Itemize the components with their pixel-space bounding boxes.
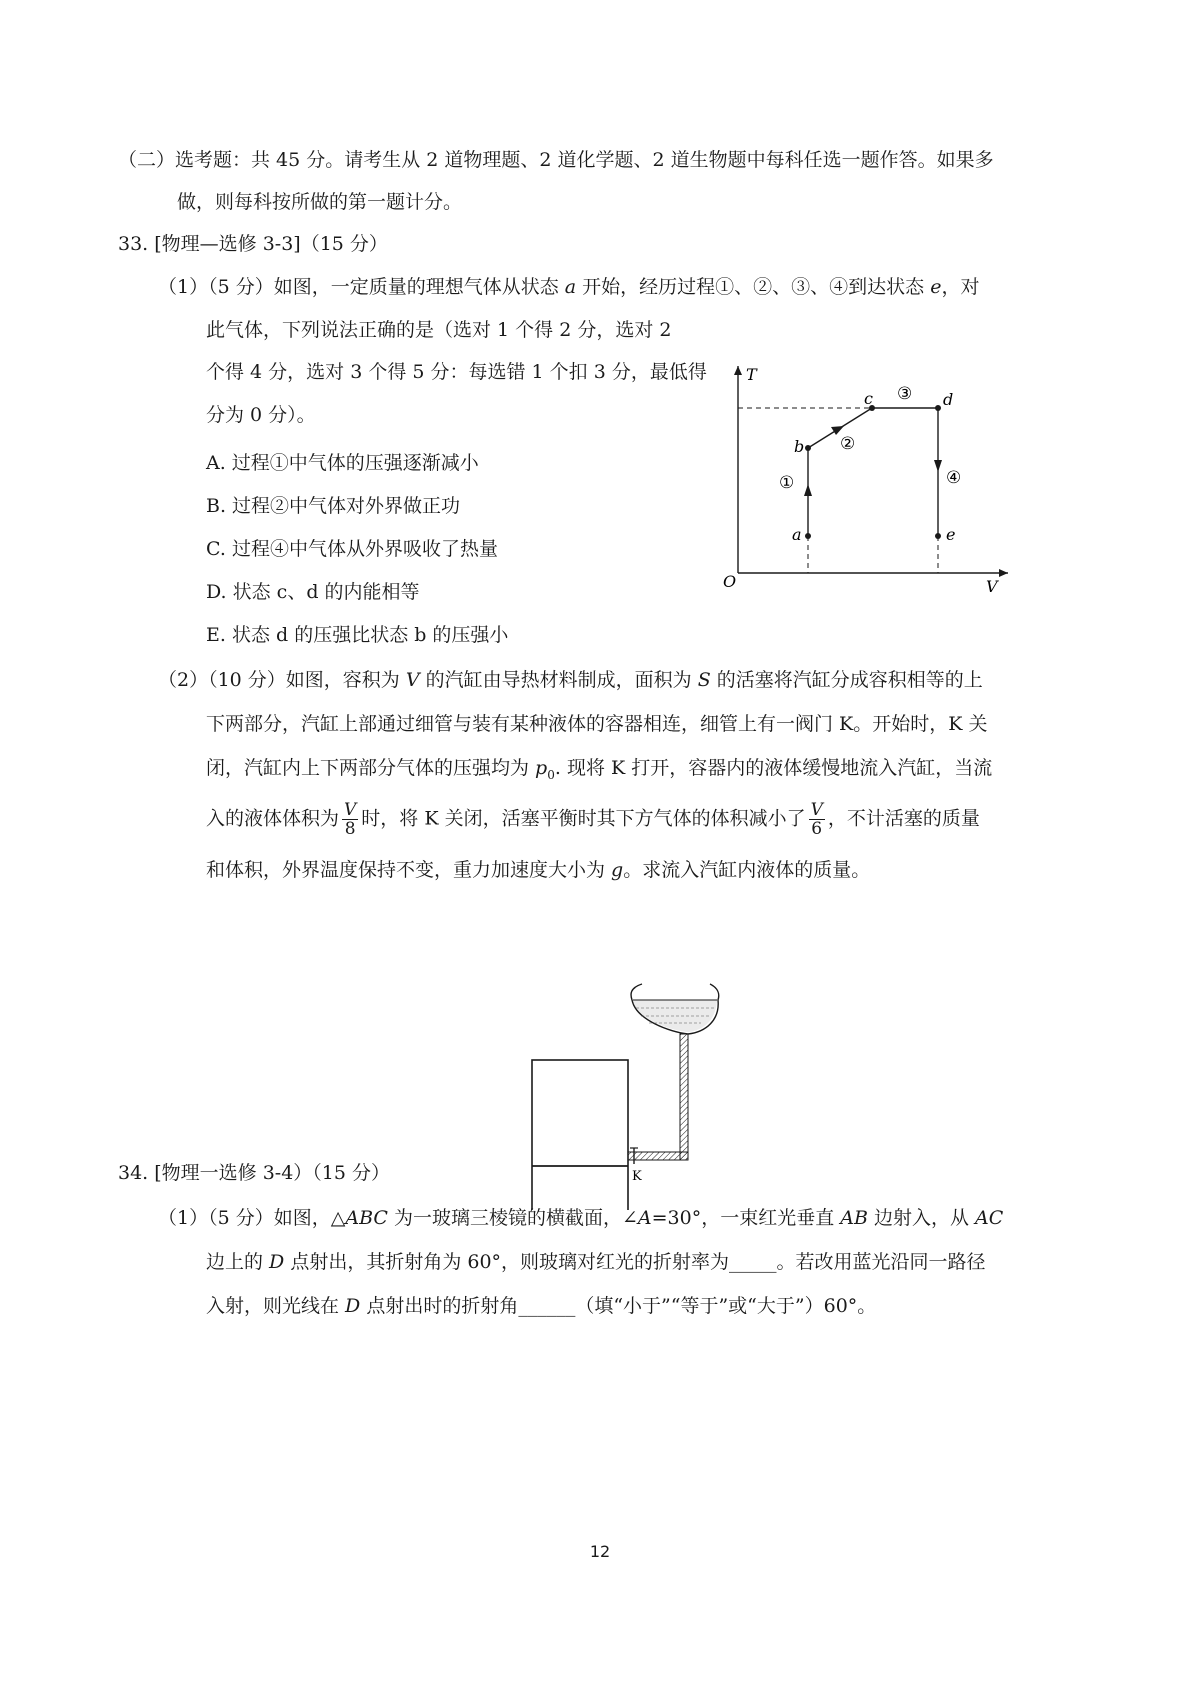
section-intro-line1: （二）选考题：共 45 分。请考生从 2 道物理题、2 道化学题、2 道生物题中每科任选一题作答。如果多 xyxy=(118,149,994,171)
t-axis-label: T xyxy=(746,365,757,384)
fraction-v-over-8: $\frac{V}{8}$ xyxy=(344,800,357,839)
process-4-arrow xyxy=(934,460,942,472)
process-1-label: ① xyxy=(779,473,795,493)
v-axis-label: V xyxy=(986,577,998,596)
q33-heading: 33. [物理—选修 3-3]（15 分） xyxy=(118,233,388,255)
q34-part1-line3: 入射，则光线在 D 点射出时的折射角______（填“小于”“等于”或“大于”）60°。 xyxy=(206,1295,877,1317)
process-3-label: ③ xyxy=(897,384,913,404)
thin-tube-vertical xyxy=(680,1034,688,1160)
q33-option-b: B. 过程②中气体对外界做正功 xyxy=(206,495,461,517)
state-d-point xyxy=(935,405,941,411)
state-c-label: c xyxy=(864,389,873,408)
tv-graph xyxy=(720,360,1020,600)
q33-option-e: E. 状态 d 的压强比状态 b 的压强小 xyxy=(206,624,509,646)
q33-part2-line3: 闭，汽缸内上下两部分气体的压强均为 $p_0$. 现将 K 打开，容器内的液体缓慢地流入汽缸，当流 xyxy=(206,757,993,782)
q33-part1-line4: 分为 0 分）。 xyxy=(206,404,316,426)
cylinder-body xyxy=(532,1060,628,1210)
origin-label: O xyxy=(723,572,737,591)
q34-heading: 34. [物理一选修 3-4）（15 分） xyxy=(118,1162,391,1184)
cylinder-diagram xyxy=(520,980,720,1210)
q33-option-d: D. 状态 c、d 的内能相等 xyxy=(206,581,420,603)
q33-part2-line2: 下两部分，汽缸上部通过细管与装有某种液体的容器相连，细管上有一阀门 K。开始时，K 关 xyxy=(206,713,988,735)
liquid-surface xyxy=(633,1000,717,1032)
q33-part1-line2: 此气体，下列说法正确的是（选对 1 个得 2 分，选对 2 xyxy=(206,319,672,341)
process-1-arrow xyxy=(804,484,812,496)
q33-option-c: C. 过程④中气体从外界吸收了热量 xyxy=(206,538,498,560)
page-number: 12 xyxy=(589,1542,611,1561)
thin-tube-horizontal xyxy=(628,1152,688,1160)
state-d-label: d xyxy=(943,390,954,409)
q34-part1-line1: （1）（5 分）如图，△ABC 为一玻璃三棱镜的横截面，∠A=30°，一束红光垂直 AB 边射入，从 AC xyxy=(158,1207,1004,1229)
q33-part1-line3: 个得 4 分，选对 3 个得 5 分：每选错 1 个扣 3 分，最低得 xyxy=(206,361,707,383)
valve-k-label: K xyxy=(632,1169,642,1184)
q34-part1-line2: 边上的 D 点射出，其折射角为 60°，则玻璃对红光的折射率为_____。若改用蓝光沿同一路径 xyxy=(206,1251,986,1273)
process-2-label: ② xyxy=(840,434,856,454)
state-a-point xyxy=(805,533,811,539)
q33-part2-line1: （2）（10 分）如图，容积为 V 的汽缸由导热材料制成，面积为 S 的活塞将汽缸分成容积相等的上 xyxy=(158,669,983,691)
state-b-point xyxy=(805,445,811,451)
process-4-label: ④ xyxy=(946,468,962,488)
fraction-v-over-6: $\frac{V}{6}$ xyxy=(810,800,823,839)
state-b-label: b xyxy=(794,437,805,456)
q33-part2-line5: 和体积，外界温度保持不变，重力加速度大小为 g。求流入汽缸内液体的质量。 xyxy=(206,859,871,881)
state-e-point xyxy=(935,533,941,539)
state-e-label: e xyxy=(946,525,956,544)
q33-part1-line1: （1）（5 分）如图，一定质量的理想气体从状态 a 开始，经历过程①、②、③、④到达状态 e，对 xyxy=(158,276,980,298)
q33-option-a: A. 过程①中气体的压强逐渐减小 xyxy=(206,452,479,474)
q33-part2-line4: 入的液体体积为 $\frac{V}{8}$ 时，将 K 关闭，活塞平衡时其下方气体的体积减小了 $\frac{V}{6}$ ，不计活塞的质量 xyxy=(206,800,980,839)
section-intro-line2: 做，则每科按所做的第一题计分。 xyxy=(177,191,463,213)
state-a-label: a xyxy=(792,525,802,544)
